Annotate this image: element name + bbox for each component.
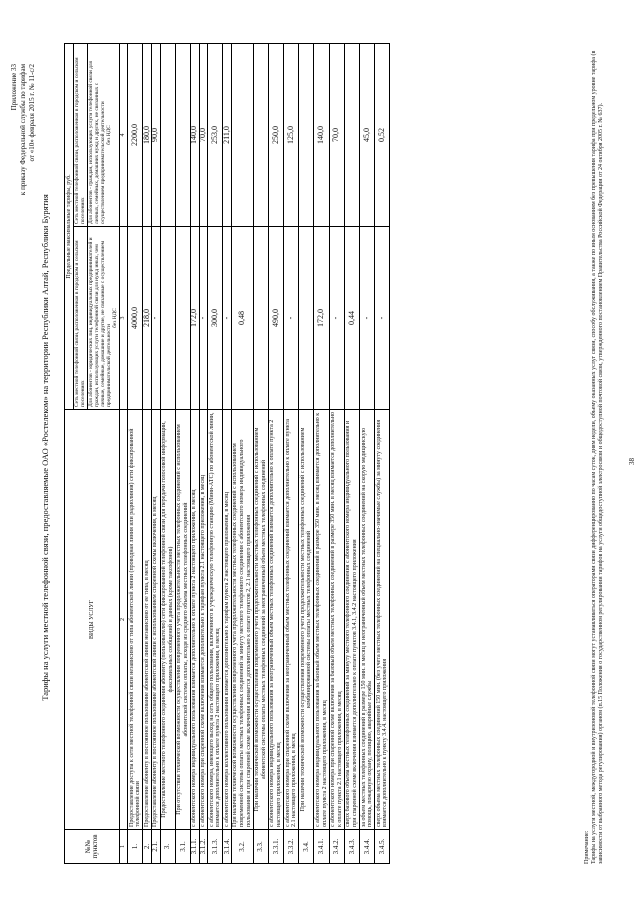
row-service: сверх базового объема местных телефонных соединений за минуту местного телефонного соединения с абонентского номера индивидуального пользования и при спаренной схеме включения взимается дополнительно к оплате пунктов 3.4.1, 3.4.2 настоящего приложения [344, 410, 359, 830]
row-service: с абонентского номера при спаренной схеме включения взимается дополнительно к тарифам пункта 2.1 настоящего приложения, в месяц [199, 410, 208, 830]
row-value-legal: - [223, 227, 232, 410]
row-value-citizen: 70,0 [199, 43, 208, 226]
appendix-header [10, 64, 37, 195]
row-num: 3.4.5. [375, 830, 390, 864]
row-service: с абонентского номера при спаренной схеме включения за неограниченный объем местных телефонных соединений взимается дополнительно к оплате пункта 2.1 настоящего приложения, в месяц [284, 410, 299, 830]
notes-label: Примечание: [584, 830, 590, 864]
row-service: Предоставление местного телефонного соединения абоненту (пользователю) сети фиксированной телефонной связи для передачи голосовой информации, факсимильных сообщений и данных (кроме таксофонов) [160, 410, 175, 830]
row-num: 3.1.2. [199, 830, 208, 864]
row-service: При наличии технической возможности осуществления повременного учета продолжительности местных телефонных соединений с использованием повременной системы оплаты местных телефонных соединений за минуту местного телефонного соединения с абонентского номера индивидуального пользования и при спаренной схеме включения взимается дополнительно к оплате пунктов 2, 2.1 настоящего приложения [231, 410, 253, 830]
appendix-date: от «10» февраля 2015 г. № 11-с/2 [28, 64, 36, 162]
row-service: При наличии технической возможности осуществления повременного учета продолжительности местных телефонных соединений с использованием абонентской системы оплаты местных телефонных соединений за неограниченный объем местных телефонных соединений [253, 410, 268, 830]
row-value-legal: - [375, 227, 390, 410]
row-value-legal: 218,0 [143, 227, 152, 410]
tariff-table [64, 43, 390, 864]
table-row [175, 43, 190, 863]
row-value-legal: 300,0 [208, 227, 223, 410]
table-row [190, 43, 199, 863]
row-service: с абонентского номера индивидуального пользования взимается дополнительно к оплате пункта 2 настоящего приложения, в месяц [190, 410, 199, 830]
row-value-legal: 172,0 [190, 227, 199, 410]
table-row [160, 43, 175, 863]
row-service: с абонентского номера, имеющего выход на сеть общего пользования, включенного в учрежденческую телефонную станцию (Мини-АТС) по абонентской линии, взимается дополнительно к оплате пункта 2 настоящего приложения, в месяц [208, 410, 223, 830]
row-service: с абонентского номера при спаренной схеме включения за базовый объем местных телефонных соединений в размере 350 мин. в месяц взимается дополнительно к оплате пункта 2.1 настоящего приложения, в месяц [329, 410, 344, 830]
row-service: При отсутствии технической возможности осуществления повременного учета продолжительности местных телефонных соединений с использованием абонентской системы оплаты, исходя из среднего объема местных телефонных соединений [175, 410, 190, 830]
row-service: с абонентского номера индивидуального пользования за базовый объем местных телефонных соединений в размере 350 мин. в месяц взимается дополнительно к оплате пункта 2 настоящего приложения, в месяц [314, 410, 329, 830]
row-value-legal: - [199, 227, 208, 410]
index-2: 2 [119, 410, 128, 830]
index-1: 1 [119, 830, 128, 864]
header-col3-unit: без НДС [112, 308, 119, 328]
row-value-legal: 0,44 [344, 227, 359, 410]
row-value-citizen: 180,0 [143, 43, 152, 226]
table-row [314, 43, 329, 863]
row-value-citizen: 125,0 [284, 43, 299, 226]
row-service: Предоставление доступа к сети местной телефонной связи независимо от типа абонентской линии (проводная линия или радиолиния) сети фиксированной телефонной связи [128, 410, 143, 830]
header-col4-desc: Для абонентов - граждан, использующих услуги телефонной связи для личных, семейных, домашних нужд и других, не связанных с осуществлением предпринимательской деятельности [88, 60, 107, 224]
row-service: сверх объема местных телефонных соединений 150 мин. (без учета местных телефонных соединений на специально-значимые службы) за минуту соединения взимается дополнительно к пункту 3.4.4. настоящего приложения [375, 410, 390, 830]
row-num: 2.1. [151, 830, 160, 864]
row-value-citizen [160, 43, 175, 226]
row-value-citizen: 2200,0 [128, 43, 143, 226]
table-row [344, 43, 359, 863]
row-value-legal [299, 227, 314, 410]
row-value-legal: - [329, 227, 344, 410]
table-row [143, 43, 152, 863]
row-num: 3.1.4. [223, 830, 232, 864]
row-value-citizen: 211,0 [223, 43, 232, 226]
header-num: №№ пунктов [65, 830, 120, 864]
table-row [253, 43, 268, 863]
row-num: 3.3.2. [284, 830, 299, 864]
row-value-citizen: 0,52 [375, 43, 390, 226]
row-value-legal: 490,0 [268, 227, 283, 410]
table-row [360, 43, 375, 863]
header-service: ВИДЫ УСЛУГ [65, 410, 120, 830]
header-col3-desc: Для абонентов - юридических лиц, индивидуальных предпринимателей и граждан, использующих услуги телефонной связи для нужд иных, чем личные, семейные, домашние и другие, не связанные с осуществлением предпринимательской деятельности [88, 237, 113, 407]
appendix-order: к приказу Федеральной службы по тарифам [19, 64, 27, 196]
row-num: 3.3.1. [268, 830, 283, 864]
row-num: 3.4.1. [314, 830, 329, 864]
appendix-number: Приложение 33 [10, 64, 18, 111]
table-row [284, 43, 299, 863]
row-value-legal: 4000,0 [128, 227, 143, 410]
row-value-citizen: 250,0 [268, 43, 283, 226]
row-value-citizen [299, 43, 314, 226]
row-num: 3. [160, 830, 175, 864]
row-value-legal [160, 227, 175, 410]
table-row [128, 43, 143, 863]
table-row [231, 43, 253, 863]
table-row [329, 43, 344, 863]
row-value-citizen [253, 43, 268, 226]
row-value-legal: - [360, 227, 375, 410]
row-value-legal: - [151, 227, 160, 410]
table-row [299, 43, 314, 863]
row-service: Предоставление абоненту в постоянное пользование абонентской линии независимо от ее типа, в месяц [143, 410, 152, 830]
row-num: 3.4. [299, 830, 314, 864]
row-num: 3.1.1. [190, 830, 199, 864]
row-num: 1. [128, 830, 143, 864]
header-col4-unit: без НДС [106, 125, 113, 145]
row-service: Предоставление абоненту в постоянное пользование абонентской линии с использованием спаренной схемы включения, в месяц [151, 410, 160, 830]
row-num: 3.2. [231, 830, 253, 864]
row-value-legal: 0,48 [231, 227, 253, 410]
tariff-rows [128, 43, 390, 863]
index-4: 4 [119, 43, 128, 226]
row-value-legal: 172,0 [314, 227, 329, 410]
row-num: 3.4.4. [360, 830, 375, 864]
row-value-citizen [231, 43, 253, 226]
row-value-citizen [344, 43, 359, 226]
row-service: При наличии технической возможности осуществления повременного учета продолжительности местных телефонных соединений с использованием комбинированной системы оплаты местных телефонных соединений [299, 410, 314, 830]
header-col3-sub [87, 227, 119, 410]
table-row [223, 43, 232, 863]
row-value-citizen: 253,0 [208, 43, 223, 226]
row-num: 3.4.3. [344, 830, 359, 864]
notes-text: Тарифы на услуги местной, междугородной и внутризоновой телефонной связи могут устанавливаться операторами связи дифференцированно по часам суток, дням недели, объему оказанных услуг связи, способу обслуживания, а также по иным основаниям без превышения тарифа при предельном уровне тарифа (в зависимости от выбранного метода регулирования) органом (п.15 Положения о государственном регулировании тарифов на услуги общедоступной электросвязи и общедоступной почтовой связи, утвержденного постановлением Правительства Российской Федерации от 24 октября 2005 г. № 637). [591, 50, 604, 864]
header-col3-top: Сеть местной телефонной связи, расположенная в городском и сельском поселениях [73, 227, 87, 410]
notes [584, 44, 605, 864]
table-row [208, 43, 223, 863]
row-num: 3.3. [253, 830, 268, 864]
table-row [151, 43, 160, 863]
row-value-citizen: 140,0 [314, 43, 329, 226]
row-num: 2. [143, 830, 152, 864]
row-value-citizen: 70,0 [329, 43, 344, 226]
table-row [199, 43, 208, 863]
row-service: с абонентского номера индивидуального пользования за неограниченный объем местных телефонных соединений взимается дополнительно к оплате пункта 2 настоящего приложения, в месяц [268, 410, 283, 830]
header-col4-sub [87, 43, 119, 226]
row-value-citizen: 140,0 [190, 43, 199, 226]
page-number: 38 [628, 458, 636, 465]
row-service: с абонентского номера коллективного пользования взимается дополнительно к тарифам пункта 2 настоящего приложения, в месяц [223, 410, 232, 830]
document-title: Тарифы на услуги местной телефонной связи, предоставляемые ОАО «Ростелеком» на территории Республики Алтай, Республики Бурятия [40, 194, 50, 701]
row-value-legal: - [284, 227, 299, 410]
row-num: 3.4.2. [329, 830, 344, 864]
header-tariffs: Предельные максимальные тарифы, руб. [65, 43, 74, 409]
table-row [268, 43, 283, 863]
row-value-citizen: 45,0 [360, 43, 375, 226]
index-3: 3 [119, 227, 128, 410]
row-value-citizen [175, 43, 190, 226]
row-value-legal [253, 227, 268, 410]
row-service: за объем местных телефонных соединений в размере 150 мин. в месяц и неограниченный объем местных телефонных соединений на скорую медицинскую помощь, пожарную охрану, полицию, аварийные службы [360, 410, 375, 830]
row-num: 3.1. [175, 830, 190, 864]
table-row [375, 43, 390, 863]
row-value-legal [175, 227, 190, 410]
row-num: 3.1.3. [208, 830, 223, 864]
header-col4-top: Сеть местной телефонной связи, расположенная в городском и сельском поселениях [73, 43, 87, 226]
row-value-citizen: 90,0 [151, 43, 160, 226]
